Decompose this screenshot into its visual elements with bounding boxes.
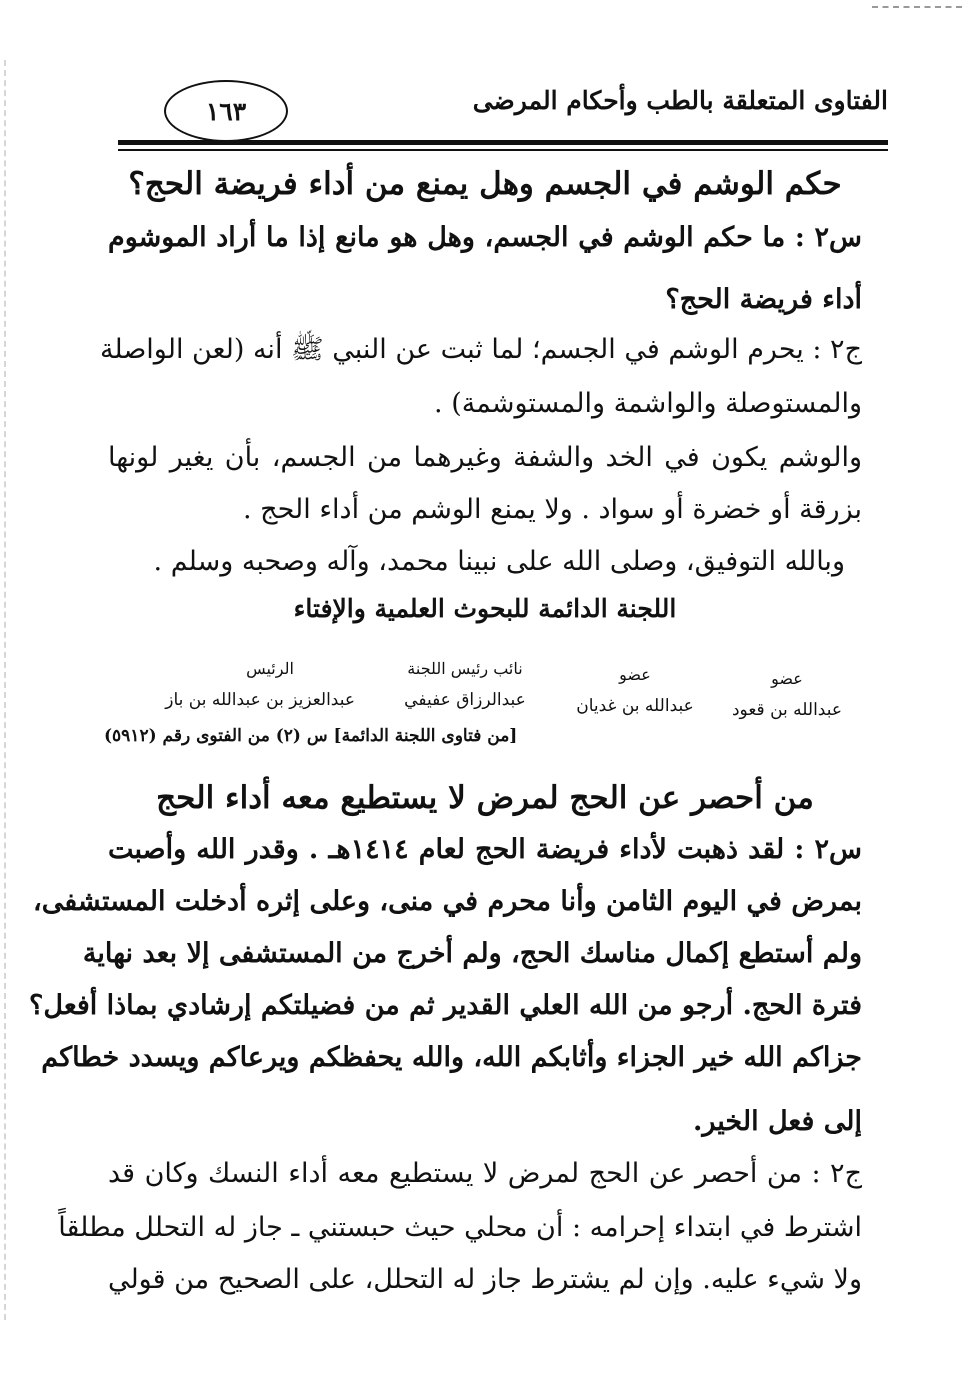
scan-margin-mark [4,60,6,1320]
signatory-vice-president [390,654,540,717]
signatory-role: عضو [619,665,651,684]
fatwa1-question-line: س٢ : ما حكم الوشم في الجسم، وهل هو مانع إذا ما أراد الموشوم [108,222,862,253]
fatwa2-title: من أحصر عن الحج لمرض لا يستطيع معه أداء الحج [156,780,814,816]
fatwa2-answer-line: ولا شيء عليه. وإن لم يشترط جاز له التحلل، على الصحيح من قولي [107,1264,862,1295]
fatwa2-question-line: فترة الحج. أرجو من الله العلي القدير ثم من فضيلتكم إرشادي بماذا أفعل؟ [29,990,862,1021]
signatory-president [165,654,355,717]
signatory-name: عبدالله بن قعود [731,700,842,721]
fatwa1-question-line: أداء فريضة الحج؟ [665,284,862,315]
signatory-member [570,660,700,723]
signatory-member [722,664,852,727]
header-rule-thin [118,149,888,151]
fatwa2-question-line: إلى فعل الخير. [692,1106,862,1137]
fatwa2-question-line: بمرض في اليوم الثامن وأنا محرم في منى، وعلى إثره أدخلت المستشفى، [32,886,862,917]
signatory-name: عبدالله بن غديان [576,696,694,717]
fatwa1-answer-line: ج٢ : يحرم الوشم في الجسم؛ لما ثبت عن النبي ﷺ أنه (لعن الواصلة [99,334,862,365]
running-title: الفتاوى المتعلقة بالطب وأحكام المرضى [472,86,888,115]
fatwa2-question-line: س٢ : لقد ذهبت لأداء فريضة الحج لعام ١٤١٤هـ . وقدر الله وأصبت [108,834,862,865]
fatwa2-answer-line: ج٢ : من أحصر عن الحج لمرض لا يستطيع معه أداء النسك وكان قد [108,1158,862,1189]
signatory-role: نائب رئيس اللجنة [407,659,523,678]
fatwa2-answer-line: اشترط في ابتداء إحرامه : أن محلي حيث حبستني ـ جاز له التحلل مطلقاً [58,1212,862,1243]
signatory-role: الرئيس [246,659,294,678]
fatwa1-answer-line: بزرقة أو خضرة أو سواد . ولا يمنع الوشم من أداء الحج . [243,494,862,525]
page-number: ١٦٣ [164,80,288,142]
signatory-role: عضو [771,669,803,688]
signatory-name: عبدالعزيز بن عبدالله بن باز [165,690,355,711]
fatwa1-closing: وبالله التوفيق، وصلى الله على نبينا محمد، وآله وصحبه وسلم . [153,546,845,577]
fatwa2-question-line: ولم أستطع إكمال مناسك الحج، ولم أخرج من المستشفى إلا بعد نهاية [82,938,862,969]
signatory-name: عبدالرزاق عفيفي [404,690,526,711]
committee-name: اللجنة الدائمة للبحوث العلمية والإفتاء [293,594,677,623]
fatwa1-reference: [من فتاوى اللجنة الدائمة] س (٢) من الفتوى رقم (٥٩١٢) [104,726,518,746]
fatwa1-answer-line: والوشم يكون في الخد والشفة وغيرهما من الجسم، بأن يغير لونها [108,442,862,473]
header-rule [118,140,888,145]
fatwa2-question-line: جزاكم الله خير الجزاء وأثابكم الله، والله يحفظكم ويرعاكم ويسدد خطاكم [41,1042,862,1073]
fatwa1-title: حكم الوشم في الجسم وهل يمنع من أداء فريضة الحج؟ [128,166,842,202]
scan-corner-mark [872,6,962,8]
fatwa1-answer-line: والمستوصلة والواشمة والمستوشمة) . [434,388,862,419]
